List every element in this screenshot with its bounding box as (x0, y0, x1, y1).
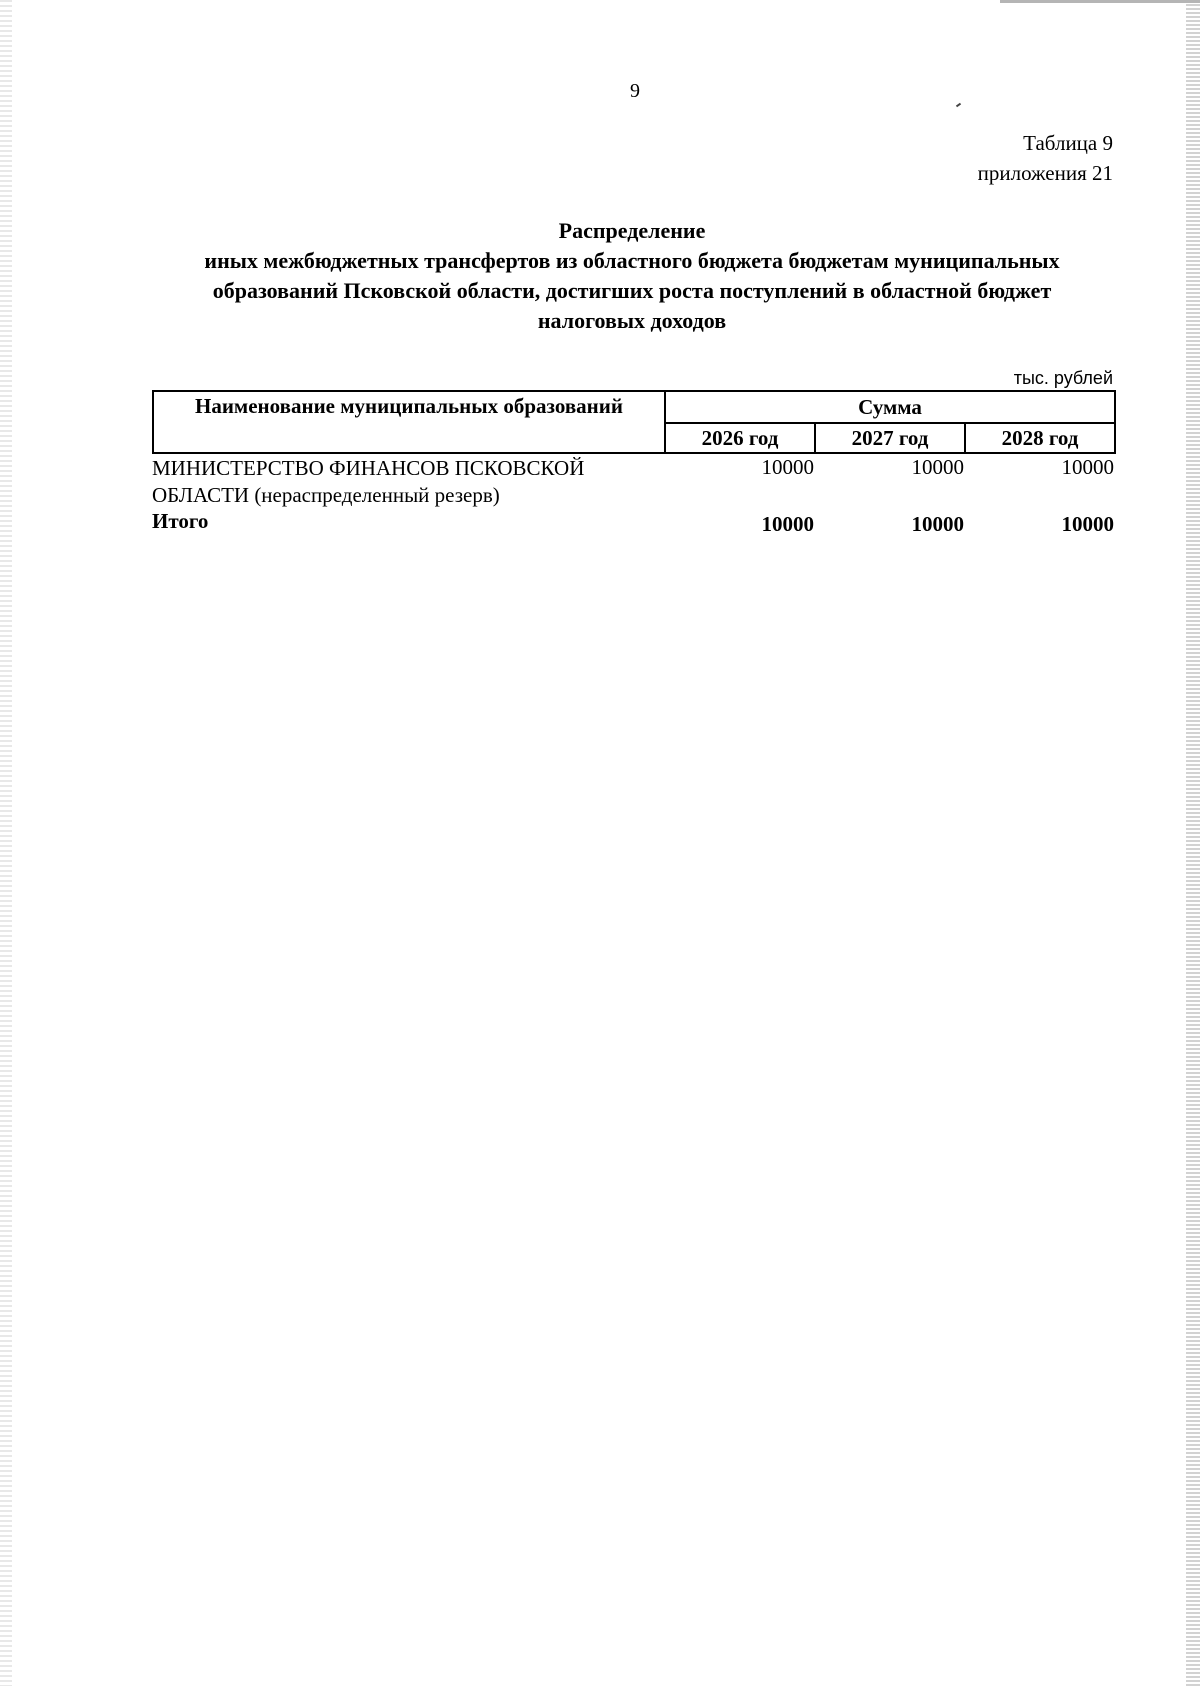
table-ref-line1: Таблица 9 (1023, 131, 1113, 155)
row-name (152, 455, 632, 509)
column-header-year-2028: 2028 год (965, 423, 1115, 453)
heading-line2: иных межбюджетных трансфертов из областного бюджета бюджетам муниципальных (204, 248, 1060, 273)
total-value-2028: 10000 (1061, 512, 1114, 536)
column-header-sum: Сумма (665, 391, 1115, 423)
heading-line1: Распределение (558, 218, 706, 243)
stray-mark (956, 103, 961, 108)
total-value-2027: 10000 (911, 512, 964, 536)
row-name-line1: МИНИСТЕРСТВО ФИНАНСОВ ПСКОВСКОЙ (152, 456, 585, 480)
table-ref-line2: приложения 21 (977, 161, 1113, 185)
table-header (152, 390, 1116, 454)
units-label: тыс. рублей (1013, 368, 1113, 388)
scan-edge-left (0, 0, 12, 1686)
row-value-2026: 10000 (761, 455, 814, 479)
column-header-name: Наименование муниципальных образований (153, 391, 665, 453)
total-label: Итого (152, 509, 209, 533)
column-header-year-2026: 2026 год (665, 423, 815, 453)
scan-edge-right (1186, 0, 1200, 1686)
row-value-2027: 10000 (911, 455, 964, 479)
heading-line3: образований Псковской области, достигших роста поступлений в областной бюджет (212, 278, 1052, 303)
page-number: 9 (630, 80, 640, 102)
row-value-2028: 10000 (1061, 455, 1114, 479)
table-reference (978, 128, 1113, 188)
total-value-2026: 10000 (761, 512, 814, 536)
row-name-line2: ОБЛАСТИ (нераспределенный резерв) (152, 483, 500, 507)
column-header-year-2027: 2027 год (815, 423, 965, 453)
heading-line4: налоговых доходов (537, 308, 727, 333)
scan-top-line (1000, 0, 1200, 3)
document-heading (152, 216, 1112, 336)
